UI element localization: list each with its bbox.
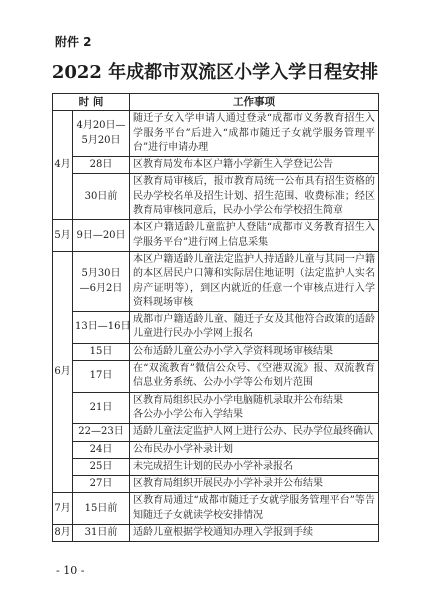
- work-cell: [130, 174, 379, 220]
- page-number: - 10 -: [56, 564, 85, 577]
- table-header-row: [53, 94, 379, 111]
- table-row: [53, 441, 379, 458]
- date-line: 5月20日: [81, 134, 121, 146]
- date-cell: [73, 361, 130, 393]
- table-header: [53, 94, 379, 111]
- date-line: 9日—20日: [76, 229, 126, 241]
- work-item: 本区户籍适龄儿童监护人登陆“成都市义务教育招生入学服务平台”进行网上信息采集: [133, 222, 375, 248]
- work-item: 区教育局发布本区户籍小学新生入学登记公告: [133, 159, 333, 171]
- date-cell: [73, 312, 130, 344]
- work-cell: [130, 111, 379, 157]
- attachment-label: 附件 2: [55, 35, 92, 49]
- date-line: 15日前: [84, 502, 118, 514]
- work-item: 各公办小学公布入学结果: [133, 408, 243, 420]
- date-cell: [73, 441, 130, 458]
- work-cell: [130, 251, 379, 311]
- work-cell: [130, 441, 379, 458]
- date-cell: [73, 525, 130, 542]
- date-cell: [73, 220, 130, 252]
- work-item: 区教育局通过“成都市随迁子女就学服务管理平台”等告知随迁子女就读学校安排情况: [133, 495, 375, 521]
- date-line: 27日: [89, 478, 113, 490]
- month-cell: [53, 220, 73, 252]
- work-cell: [130, 312, 379, 344]
- table-row: [53, 157, 379, 174]
- date-line: 30日前: [84, 190, 118, 202]
- work-cell: [130, 525, 379, 542]
- month-label: 4月: [54, 159, 71, 171]
- work-cell: [130, 361, 379, 393]
- date-cell: [73, 174, 130, 220]
- date-cell: [73, 343, 130, 360]
- page-title: 2022 年成都市双流区小学入学日程安排: [51, 62, 379, 83]
- date-cell: [73, 493, 130, 525]
- date-line: —6月2日: [79, 282, 123, 294]
- work-item: 未完成招生计划的民办小学补录报名: [133, 460, 293, 472]
- date-line: 22—23日: [78, 426, 124, 438]
- table-row: [53, 111, 379, 157]
- date-line: 13日—16日: [75, 321, 131, 333]
- table-body: [53, 111, 379, 542]
- table-header-time: 时 间: [53, 94, 130, 111]
- table-row: [53, 174, 379, 220]
- work-cell: [130, 476, 379, 493]
- work-cell: [130, 424, 379, 441]
- month-label: 8月: [54, 527, 71, 539]
- work-item: 区教育局组织民办小学电脑随机录取并公布结果: [133, 394, 343, 406]
- table-row: [53, 343, 379, 360]
- work-cell: [130, 220, 379, 252]
- table-row: [53, 392, 379, 424]
- date-line: 17日: [89, 370, 113, 382]
- date-line: 24日: [89, 443, 113, 455]
- work-item: 本区户籍适龄儿童法定监护人持适龄儿童与其同一户籍的本区居民户口簿和实际居住地证明（法定监护人实名房产证明等），到区内就近的任意一个审核点进行入学资料现场审核: [133, 253, 375, 308]
- month-cell: [53, 525, 73, 542]
- table-row: [53, 476, 379, 493]
- table-row: [53, 458, 379, 475]
- table-row: [53, 361, 379, 393]
- table-row: [53, 251, 379, 311]
- date-line: 21日: [89, 401, 113, 413]
- schedule-table: [52, 93, 379, 542]
- table-row: [53, 493, 379, 525]
- date-line: 28日: [89, 159, 113, 171]
- work-item: 公布民办小学补录计划: [133, 443, 233, 455]
- date-cell: [73, 392, 130, 424]
- table-header-work: 工作事项: [130, 94, 379, 111]
- work-item: 随迁子女入学申请人通过登录“成都市义务教育招生入学服务平台”后进入“成都市随迁子女就学服务管理平台”进行申请办理: [133, 113, 375, 153]
- month-cell: [53, 111, 73, 220]
- date-cell: [73, 476, 130, 493]
- month-label: 5月: [54, 229, 71, 241]
- date-line: 25日: [89, 460, 113, 472]
- table-row: [53, 220, 379, 252]
- date-line: 15日: [89, 345, 113, 357]
- work-item: 适龄儿童根据学校通知办理入学报到手续: [133, 527, 313, 539]
- date-cell: [73, 111, 130, 157]
- work-item: 在“双流教育”微信公众号、《空港双流》报、双流教育信息业务系统、公办小学等公布划片范围: [133, 363, 375, 389]
- month-cell: [53, 493, 73, 525]
- month-cell: [53, 251, 73, 492]
- month-label: 6月: [54, 366, 71, 378]
- date-cell: [73, 424, 130, 441]
- work-item: 成都市户籍适龄儿童、随迁子女及其他符合政策的适龄儿童进行民办小学网上报名: [133, 314, 375, 340]
- date-cell: [73, 458, 130, 475]
- date-cell: [73, 157, 130, 174]
- work-cell: [130, 458, 379, 475]
- work-item: 公布适龄儿童公办小学入学资料现场审核结果: [133, 345, 333, 357]
- work-item: 区教育局审核后，报市教育局统一公布具有招生资格的民办学校名单及招生计划、招生范围、收费标准；经区教育局审核同意后，民办小学公布学校招生简章: [133, 176, 375, 217]
- date-line: 31日前: [84, 527, 118, 539]
- work-cell: [130, 392, 379, 424]
- work-item: 适龄儿童法定监护人网上进行公办、民办学位最终确认: [133, 426, 373, 438]
- work-cell: [130, 343, 379, 360]
- work-item: 区教育局组织开展民办小学补录并公布结果: [133, 478, 323, 490]
- work-cell: [130, 493, 379, 525]
- date-line: 5月30日: [81, 268, 121, 280]
- month-label: 7月: [54, 502, 71, 514]
- table-row: [53, 525, 379, 542]
- table-row: [53, 312, 379, 344]
- table-row: [53, 424, 379, 441]
- work-cell: [130, 157, 379, 174]
- date-cell: [73, 251, 130, 311]
- date-line: 4月20日—: [76, 120, 126, 132]
